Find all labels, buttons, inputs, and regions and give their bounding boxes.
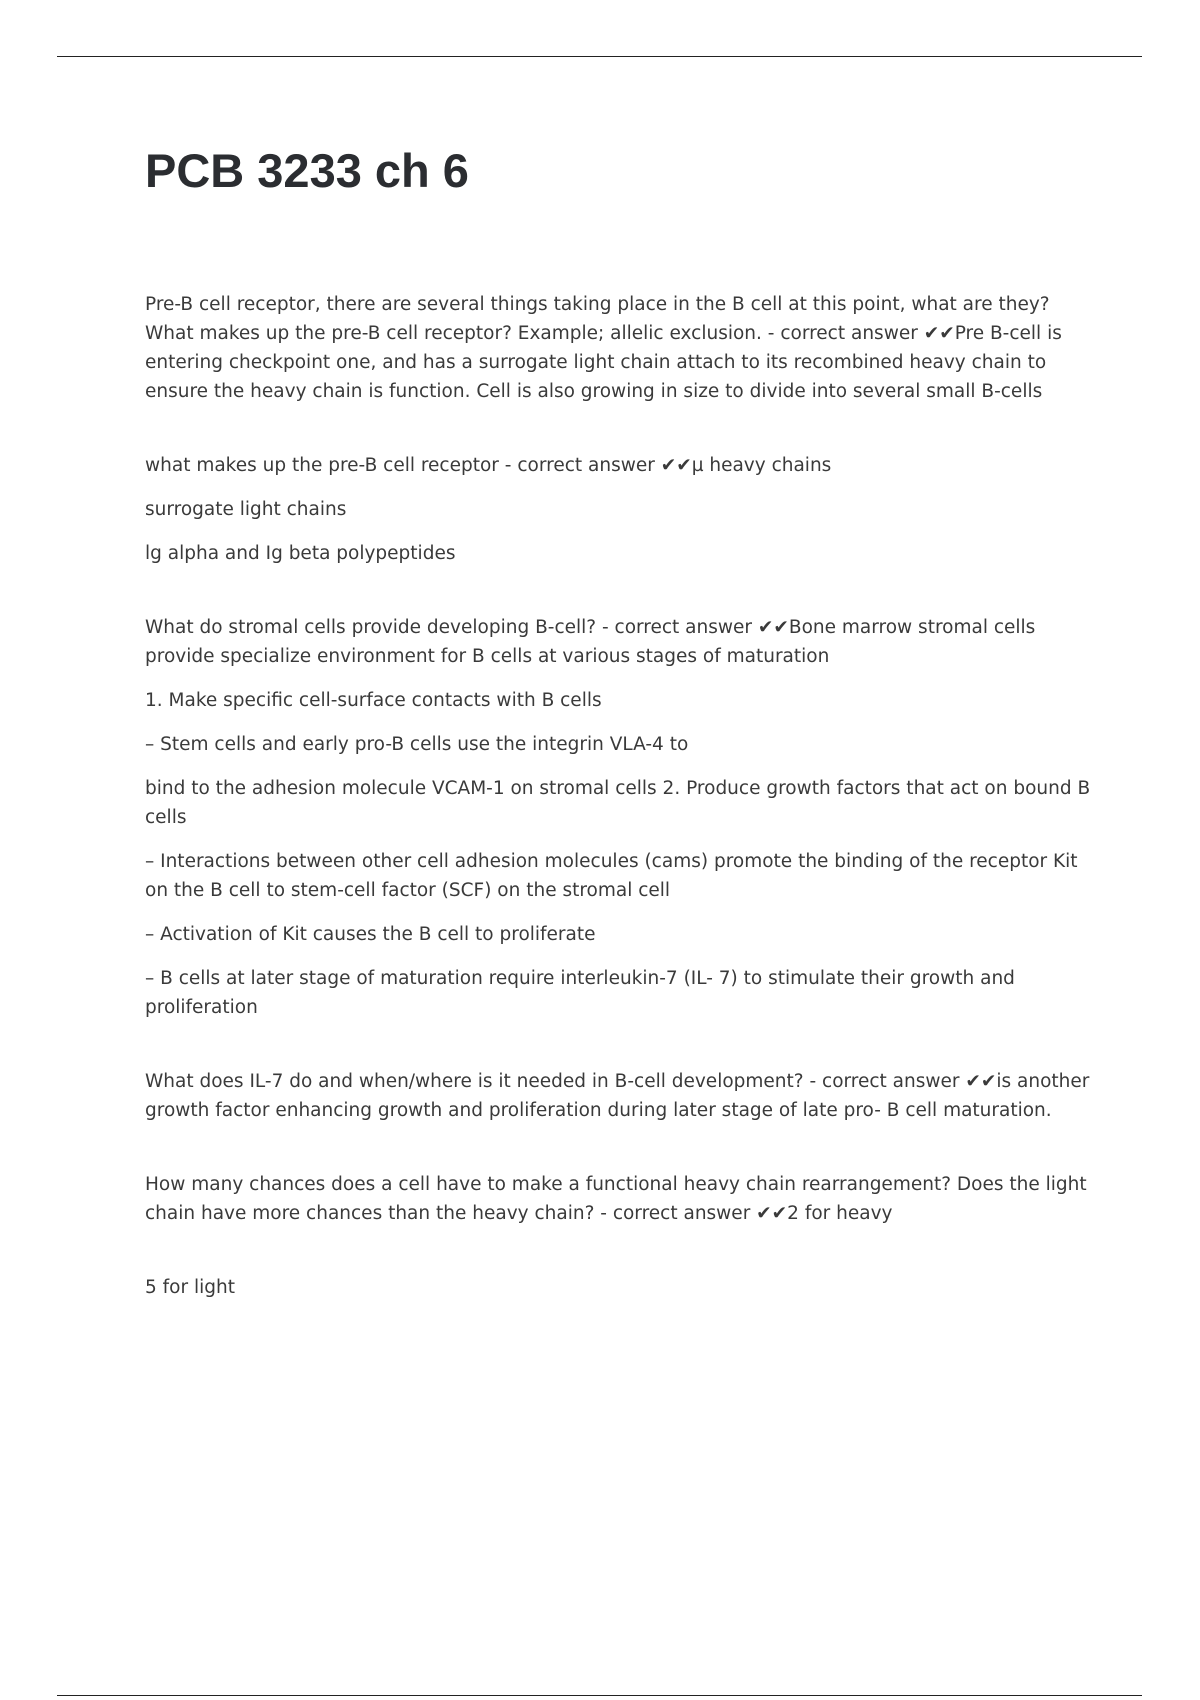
card-2-question: what makes up the pre-B cell receptor - correct answer ✔✔µ heavy chains: [145, 455, 832, 476]
card-2: [145, 451, 1095, 568]
card-5-line-2: 5 for light: [145, 1277, 235, 1298]
card-3-line-5: – Interactions between other cell adhesion molecules (cams) promote the binding of the receptor Kit on the B cell to stem-cell factor (SCF) on the stromal cell: [145, 851, 1078, 901]
card-4-text: What does IL-7 do and when/where is it needed in B-cell development? - correct answer ✔✔is another growth factor enhancing growth and proliferation during later stage of late pro- B cell maturation.: [145, 1071, 1090, 1121]
bottom-divider: [57, 1695, 1142, 1696]
card-5: [145, 1170, 1095, 1302]
card-5-question: How many chances does a cell have to make a functional heavy chain rearrangement? Does the light chain have more chances than the heavy chain? - correct answer ✔✔2 for heavy: [145, 1174, 1087, 1224]
top-divider: [57, 56, 1142, 57]
card-3: [145, 613, 1095, 1022]
document-title: PCB 3233 ch 6: [145, 144, 469, 197]
card-3-line-3: – Stem cells and early pro-B cells use the integrin VLA-4 to: [145, 734, 689, 755]
card-3-line-7: – B cells at later stage of maturation require interleukin-7 (IL- 7) to stimulate their growth and proliferation: [145, 968, 1015, 1018]
card-2-line-2: surrogate light chains: [145, 499, 347, 520]
card-3-line-2: 1. Make specific cell-surface contacts with B cells: [145, 690, 602, 711]
card-2-line-3: lg alpha and Ig beta polypeptides: [145, 543, 456, 564]
card-3-line-6: – Activation of Kit causes the B cell to proliferate: [145, 924, 596, 945]
document-body: [145, 290, 1095, 1347]
card-3-line-4: bind to the adhesion molecule VCAM-1 on stromal cells 2. Produce growth factors that act on bound B cells: [145, 778, 1091, 828]
card-1: [145, 290, 1095, 406]
card-4: [145, 1067, 1095, 1125]
card-3-question: What do stromal cells provide developing B-cell? - correct answer ✔✔Bone marrow stromal cells provide specialize environment for B cells at various stages of maturation: [145, 617, 1036, 667]
card-1-text: Pre-B cell receptor, there are several things taking place in the B cell at this point, what are they? What makes up the pre-B cell receptor? Example; allelic exclusion. - correct answer ✔✔Pre B-cell is entering checkpoint one, and has a surrogate light chain attach to its recombined heavy chain to ensure the heavy chain is function. Cell is also growing in size to divide into several small B-cells: [145, 294, 1062, 402]
